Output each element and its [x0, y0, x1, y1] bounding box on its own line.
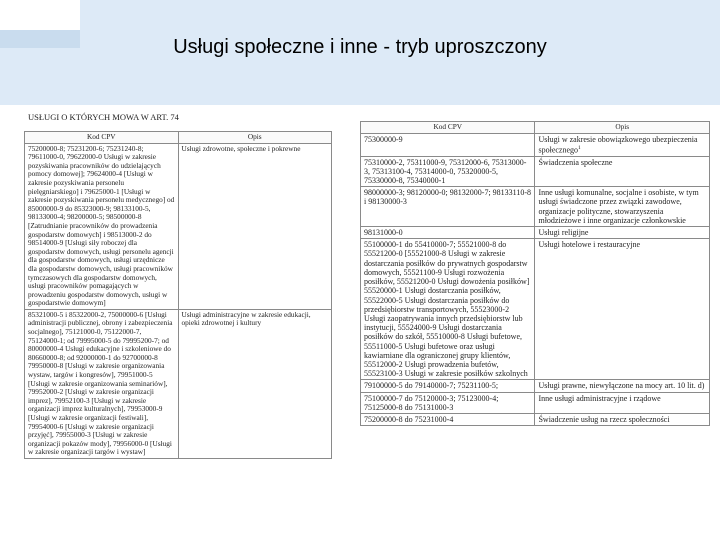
- column-header-desc: Opis: [535, 122, 710, 134]
- description-cell: Usługi zdrowotne, społeczne i pokrewne: [178, 143, 332, 309]
- table-row: [25, 309, 332, 458]
- description-text: Usługi w zakresie obowiązkowego ubezpieczenia społecznego: [538, 134, 698, 155]
- column-header-code: Kod CPV: [25, 132, 179, 144]
- left-table-heading: USŁUGI O KTÓRYCH MOWA W ART. 74: [28, 112, 179, 122]
- cpv-code-cell: 75200000-8; 75231200-6; 75231240-8; 79611000-0, 79622000-0 Usługi w zakresie pozyskiwania pracowników do udzielających pomocy domowej]; 79624000-4 [Usługi w zakresie pozyskiwania personelu pielęgniarskiego] i 79625000-1 [Usługi w zakresie pozyskiwania personelu medycznego] od 85000000-9 do 85323000-9; 98133100-5, 98133000-4; 98200000-5; 98500000-8 [Zatrudnianie pracowników do prowadzenia gospodarstw domowych] i 98513000-2 do 98514000-9 [Usługi siły roboczej dla gospodarstw domowych, usługi personelu agencji dla gospodarstw domowych, usługi urzędnicze dla gospodarstw domowych, usługi pracowników tymczasowych dla gospodarstw domowych, usługi pracowników pomagających w prowadzeniu gospodarstw domowych, usługi w gospodarstwie domowym]: [25, 143, 179, 309]
- table-header-row: [361, 122, 710, 134]
- cpv-code-cell: 98000000-3; 98120000-0; 98132000-7; 98133110-8 i 98130000-3: [361, 187, 535, 227]
- description-cell: Inne usługi komunalne, socjalne i osobiste, w tym usługi świadczone przez związki zawodowe, organizacje polityczne, stowarzyszenia młodzieżowe i inne organizacje członkowskie: [535, 187, 710, 227]
- description-cell: Usługi hotelowe i restauracyjne: [535, 239, 710, 380]
- cpv-code-cell: 79100000-5 do 79140000-7; 75231100-5;: [361, 380, 535, 392]
- description-cell: Usługi religijne: [535, 227, 710, 239]
- cpv-code-cell: 75200000-8 do 75231000-4: [361, 413, 535, 425]
- table-row: [361, 239, 710, 380]
- table-row: [25, 143, 332, 309]
- header-divider: [0, 105, 720, 109]
- cpv-code-cell: 75300000-9: [361, 133, 535, 156]
- description-cell: Usługi administracyjne w zakresie edukacji, opieki zdrowotnej i kultury: [178, 309, 332, 458]
- description-cell: Inne usługi administracyjne i rządowe: [535, 392, 710, 413]
- description-cell: Usługi prawne, niewyłączone na mocy art. 10 lit. d): [535, 380, 710, 392]
- cpv-code-cell: 75310000-2, 75311000-9, 75312000-6, 75313000-3, 75313100-4, 75314000-0, 75320000-5, 75330000-8, 75340000-1: [361, 156, 535, 187]
- cpv-code-cell: 98131000-0: [361, 227, 535, 239]
- table-row: [361, 227, 710, 239]
- right-cpv-table: [360, 121, 710, 426]
- slide-title: Usługi społeczne i inne - tryb uproszczony: [173, 36, 547, 58]
- cpv-code-cell: 55100000-1 do 55410000-7; 55521000-8 do 55521200-0 [55521000-8 Usługi w zakresie dostarczania posiłków do prywatnych gospodarstw domowych, 55521100-9 Usługi rozwożenia posiłków, 55521200-0 Usługi dowożenia posiłków] 55520000-1 Usługi dostarczania posiłków, 55522000-5 Usługi dostarczania posiłków do przedsiębiorstw transportowych, 55523000-2 Usługi zaopatrywania innych przedsiębiorstw lub instytucji, 55524000-9 Usługi dostarczania posiłków do szkół, 55510000-8 Usługi bufetowe, 55511000-5 Usługi bufetowe oraz usługi kawiarniane dla ograniczonej grupy klientów, 55512000-2 Usługi prowadzenia bufetów, 55523100-3 Usługi w zakresie posiłków szkolnych: [361, 239, 535, 380]
- description-cell: [535, 133, 710, 156]
- table-row: [361, 413, 710, 425]
- left-cpv-table: [24, 131, 332, 459]
- footnote-ref: 1: [578, 144, 581, 151]
- table-row: [361, 392, 710, 413]
- cpv-code-cell: 85321000-5 i 85322000-2, 75000000-6 [Usługi administracji publicznej, obrony i zabezpieczenia socjalnego], 75121000-0, 75122000-7, 75124000-1; od 79995000-5 do 79995200-7; od 80000000-4 Usługi edukacyjne i szkoleniowe do 80660000-8; od 92000000-1 do 92700000-8 79950000-8 [Usługi w zakresie organizowania wystaw, targów i kongresów], 79951000-5 [Usługi w zakresie organizowania seminariów], 79952000-2 [Usługi w zakresie organizacji imprez], 79952100-3 [Usługi w zakresie organizacji imprez kulturalnych], 79953000-9 [Usługi w zakresie organizacji festiwali], 79954000-6 [Usługi w zakresie organizacji przyjęć], 79955000-3 [Usługi w zakresie organizacji pokazów mody], 79956000-0 [Usługi w zakresie organizacji targów i wystaw]: [25, 309, 179, 458]
- description-cell: Świadczenie usług na rzecz społeczności: [535, 413, 710, 425]
- table-row: [361, 133, 710, 156]
- table-row: [361, 156, 710, 187]
- column-header-code: Kod CPV: [361, 122, 535, 134]
- description-cell: Świadczenia społeczne: [535, 156, 710, 187]
- table-row: [361, 187, 710, 227]
- column-header-desc: Opis: [178, 132, 332, 144]
- table-header-row: [25, 132, 332, 144]
- cpv-code-cell: 75100000-7 do 75120000-3; 75123000-4; 75125000-8 do 75131000-3: [361, 392, 535, 413]
- table-row: [361, 380, 710, 392]
- header-decoration: [0, 0, 80, 30]
- slide-header: [0, 0, 720, 105]
